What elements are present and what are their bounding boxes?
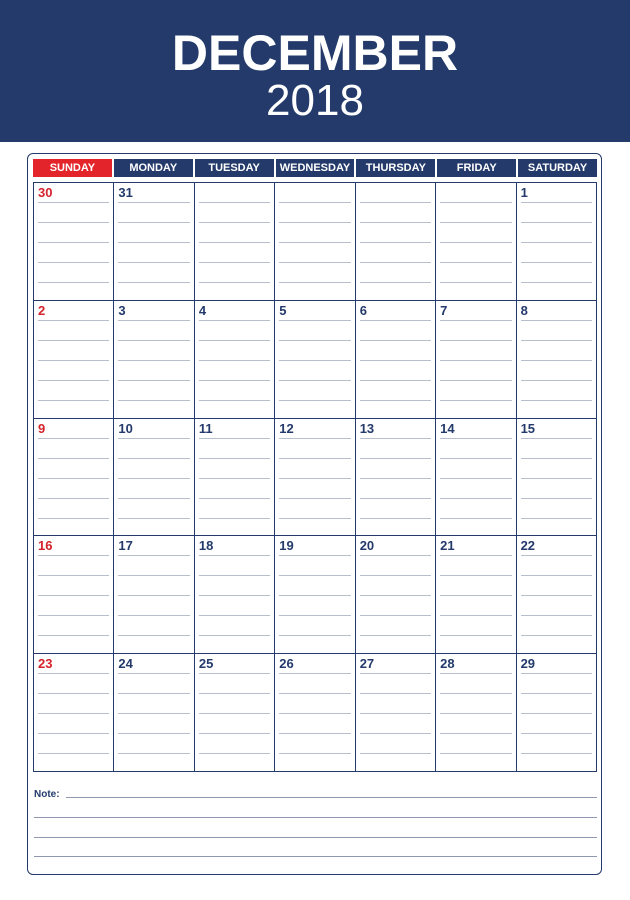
day-number: 19 <box>279 539 296 553</box>
day-cell[interactable] <box>356 536 436 654</box>
year-title: 2018 <box>266 76 364 125</box>
day-number: 1 <box>521 186 531 200</box>
weekday-header-thursday: THURSDAY <box>356 159 435 177</box>
day-number: 5 <box>279 304 289 318</box>
day-cell[interactable] <box>275 536 355 654</box>
day-cell[interactable] <box>356 183 436 301</box>
day-cell[interactable] <box>275 419 355 537</box>
day-cell[interactable] <box>34 301 114 419</box>
day-number: 4 <box>199 304 209 318</box>
day-number: 15 <box>521 422 538 436</box>
note-line <box>66 797 597 798</box>
day-cell[interactable] <box>114 654 194 772</box>
note-line <box>34 837 597 838</box>
calendar-header <box>0 0 630 142</box>
day-cell[interactable] <box>114 301 194 419</box>
day-cell[interactable] <box>517 183 597 301</box>
day-cell[interactable] <box>34 536 114 654</box>
day-number: 11 <box>199 422 216 436</box>
day-number: 2 <box>38 304 48 318</box>
day-number: 21 <box>440 539 457 553</box>
day-cell[interactable] <box>436 654 516 772</box>
day-number: 28 <box>440 657 457 671</box>
day-cell[interactable] <box>436 419 516 537</box>
day-number: 8 <box>521 304 531 318</box>
day-cell[interactable] <box>517 654 597 772</box>
day-cell[interactable] <box>517 301 597 419</box>
note-line <box>34 856 597 857</box>
day-number: 14 <box>440 422 457 436</box>
day-number: 23 <box>38 657 55 671</box>
day-number: 7 <box>440 304 450 318</box>
day-cell[interactable] <box>195 536 275 654</box>
day-number: 3 <box>118 304 128 318</box>
day-cell[interactable] <box>114 536 194 654</box>
day-number: 24 <box>118 657 135 671</box>
weekday-header-saturday: SATURDAY <box>518 159 597 177</box>
day-number: 16 <box>38 539 55 553</box>
weekday-header-wednesday: WEDNESDAY <box>276 159 355 177</box>
day-cell[interactable] <box>275 183 355 301</box>
day-cell[interactable] <box>114 183 194 301</box>
day-number: 22 <box>521 539 538 553</box>
day-cell[interactable] <box>436 183 516 301</box>
day-cell[interactable] <box>275 654 355 772</box>
day-cell[interactable] <box>195 301 275 419</box>
day-number: 12 <box>279 422 296 436</box>
day-number: 30 <box>38 186 55 200</box>
note-label: Note: <box>34 789 60 800</box>
day-cell[interactable] <box>195 183 275 301</box>
day-cell[interactable] <box>436 301 516 419</box>
day-number: 20 <box>360 539 377 553</box>
day-number: 6 <box>360 304 370 318</box>
day-cell[interactable] <box>34 419 114 537</box>
weekday-header-row <box>33 159 597 177</box>
day-cell[interactable] <box>436 536 516 654</box>
day-cell[interactable] <box>356 301 436 419</box>
day-cell[interactable] <box>356 654 436 772</box>
day-number: 17 <box>118 539 135 553</box>
day-cell[interactable] <box>356 419 436 537</box>
day-cell[interactable] <box>34 183 114 301</box>
day-number: 9 <box>38 422 48 436</box>
calendar-grid <box>33 182 597 772</box>
day-cell[interactable] <box>195 654 275 772</box>
day-number: 18 <box>199 539 216 553</box>
day-number: 25 <box>199 657 216 671</box>
day-number: 10 <box>118 422 135 436</box>
day-cell[interactable] <box>275 301 355 419</box>
day-number: 27 <box>360 657 377 671</box>
month-title: DECEMBER <box>171 25 459 81</box>
day-cell[interactable] <box>114 419 194 537</box>
day-number: 29 <box>521 657 538 671</box>
day-number: 13 <box>360 422 377 436</box>
day-cell[interactable] <box>34 654 114 772</box>
weekday-header-monday: MONDAY <box>114 159 193 177</box>
day-cell[interactable] <box>517 419 597 537</box>
weekday-header-friday: FRIDAY <box>437 159 516 177</box>
day-number: 26 <box>279 657 296 671</box>
note-line <box>34 817 597 818</box>
weekday-header-tuesday: TUESDAY <box>195 159 274 177</box>
day-cell[interactable] <box>195 419 275 537</box>
weekday-header-sunday: SUNDAY <box>33 159 112 177</box>
day-cell[interactable] <box>517 536 597 654</box>
day-number: 31 <box>118 186 135 200</box>
